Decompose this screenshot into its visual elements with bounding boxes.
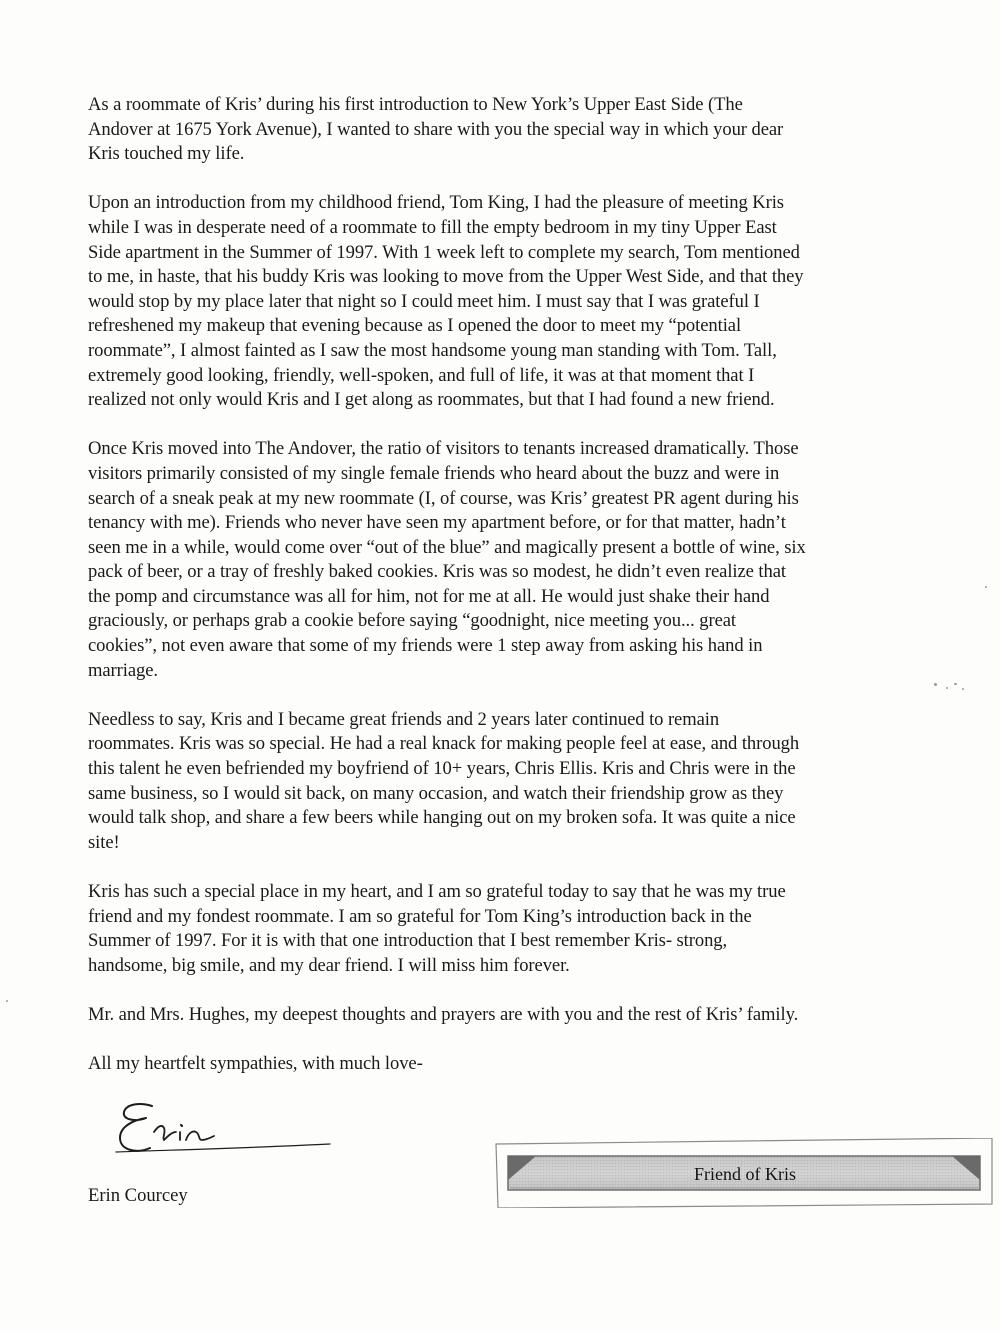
closing-paragraph [88, 1052, 908, 1077]
signer-name: Erin Courcey [88, 1185, 188, 1206]
paragraph-6 [88, 1003, 908, 1028]
text-line: Kris has such a special place in my heart, and I am so grateful today to say that he was my true [88, 881, 786, 902]
paragraph-5 [88, 880, 908, 978]
text-line: would talk shop, and share a few beers while hanging out on my broken sofa. It was quite a nice [88, 807, 796, 829]
text-line: Once Kris moved into The Andover, the ratio of visitors to tenants increased dramatically. Those [88, 438, 799, 460]
scan-speck [985, 586, 987, 588]
text-line: this talent he even befriended my boyfriend of 10+ years, Chris Ellis. Kris and Chris were in the [88, 758, 796, 780]
text-line: Upon an introduction from my childhood friend, Tom King, I had the pleasure of meeting Kris [88, 192, 784, 214]
paragraph-1 [88, 93, 908, 167]
scan-speck [934, 683, 937, 686]
text-line: site! [88, 831, 120, 853]
text-line: graciously, or perhaps grab a cookie before saying “goodnight, nice meeting you... great [88, 610, 737, 632]
text-line: cookies”, not even aware that some of my friends were 1 step away from asking his hand in [88, 635, 763, 657]
text-line: extremely good looking, friendly, well-spoken, and full of life, it was at that moment that I [88, 364, 755, 386]
text-line: Mr. and Mrs. Hughes, my deepest thoughts and prayers are with you and the rest of Kris’ family. [88, 1003, 799, 1025]
text-line: roommates. Kris was so special. He had a real knack for making people feel at ease, and through [88, 733, 800, 755]
scan-speck [946, 687, 948, 689]
letter-body [88, 93, 908, 1101]
banner-label: Friend of Kris [694, 1164, 796, 1184]
text-line: Andover at 1675 York Avenue), I wanted to share with you the special way in which your dear [88, 118, 784, 140]
paragraph-3 [88, 437, 908, 683]
text-line: handsome, big smile, and my dear friend. I will miss him forever. [88, 954, 570, 976]
paragraph-4 [88, 708, 908, 856]
text-line: Summer of 1997. For it is with that one introduction that I best remember Kris- strong, [88, 930, 728, 952]
text-line: to me, in haste, that his buddy Kris was looking to move from the Upper West Side, and that they [88, 266, 804, 288]
text-line: the pomp and circumstance was all for him, not for me at all. He would just shake their hand [88, 585, 770, 607]
text-line: roommate”, I almost fainted as I saw the most handsome young man standing with Tom. Tall, [88, 339, 777, 361]
paragraph-2 [88, 191, 908, 412]
text-line: marriage. [88, 659, 158, 681]
scan-speck [962, 688, 964, 690]
text-line: pack of beer, or a tray of freshly baked cookies. Kris was so modest, he didn’t even realize that [88, 561, 786, 583]
scan-speck [6, 1000, 8, 1002]
text-line: friend and my fondest roommate. I am so grateful for Tom King’s introduction back in the [88, 905, 752, 927]
signature-image [110, 1092, 335, 1164]
text-line: search of a sneak peak at my new roommate (I, of course, was Kris’ greatest PR agent during his [88, 487, 799, 509]
text-line: realized not only would Kris and I get along as roommates, but that I had found a new friend. [88, 389, 775, 411]
text-line: visitors primarily consisted of my single female friends who heard about the buzz and were in [88, 462, 780, 484]
text-line: while I was in desperate need of a roommate to fill the empty bedroom in my tiny Upper East [88, 216, 777, 238]
text-line: refreshened my makeup that evening because as I opened the door to meet my “potential [88, 315, 742, 337]
text-line: same business, so I would sit back, on many occasion, and watch their friendship grow as they [88, 782, 784, 804]
scan-speck [954, 683, 957, 685]
text-line: Side apartment in the Summer of 1997. With 1 week left to complete my search, Tom mentioned [88, 241, 800, 263]
text-line: would stop by my place later that night so I could meet him. I must say that I was grateful I [88, 290, 760, 312]
text-line: Kris touched my life. [88, 143, 245, 165]
text-line: seen me in a while, would come over “out of the blue” and magically present a bottle of wine, six [88, 536, 806, 558]
closing-text: All my heartfelt sympathies, with much love- [88, 1053, 423, 1075]
text-line: As a roommate of Kris’ during his first introduction to New York’s Upper East Side (The [88, 94, 743, 115]
text-line: tenancy with me). Friends who never have seen my apartment before, or for that matter, hadn’t [88, 512, 786, 534]
text-line: Needless to say, Kris and I became great friends and 2 years later continued to remain [88, 708, 720, 730]
